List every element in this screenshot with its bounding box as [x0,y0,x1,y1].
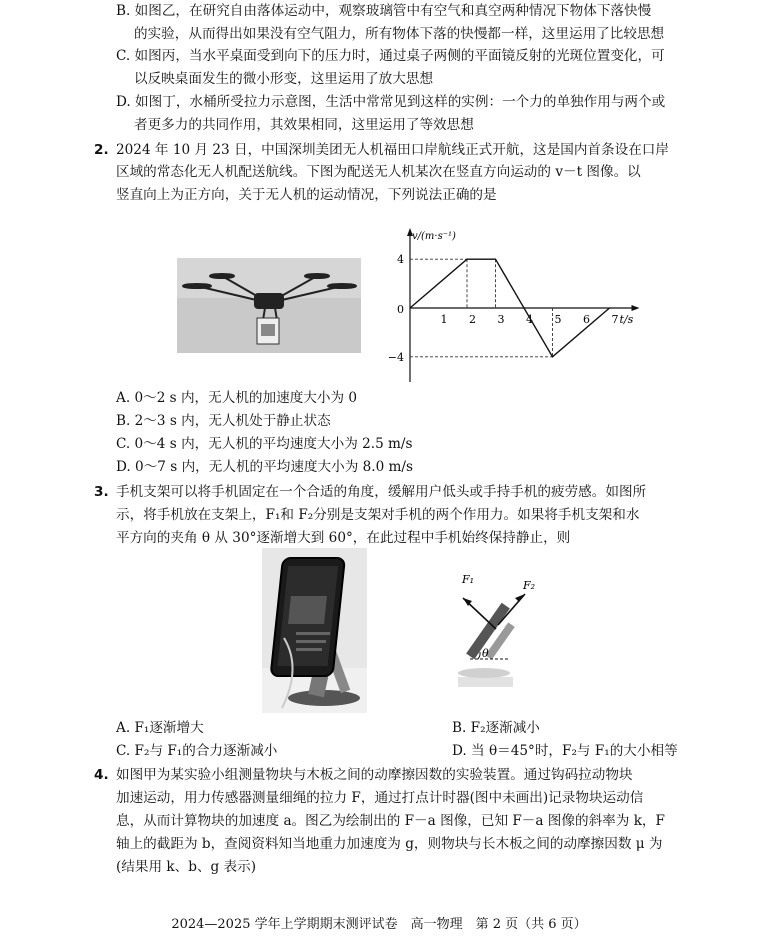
x-tick-label: 3 [497,313,505,326]
q3-option-a: A. F₁逐渐增大 [116,720,204,736]
x-tick-label: 4 [526,313,533,326]
q3-stem-line1: 手机支架可以将手机固定在一个合适的角度，缓解用户低头或手持手机的疲劳感。如图所 [116,484,647,500]
x-tick-label: 1 [440,313,448,326]
f1-label: F₁ [462,573,475,586]
q3-stem-line3: 平方向的夹角 θ 从 30°逐渐增大到 60°，在此过程中手机始终保持静止，则 [116,530,571,546]
phone-stand-photo [262,548,367,713]
question-number-4: 4. [94,767,109,783]
q3-option-d: D. 当 θ＝45°时，F₂与 F₁的大小相等 [452,743,678,759]
force-diagram [448,565,548,695]
option-b-line1: B. 如图乙，在研究自由落体运动中，观察玻璃管中有空气和真空两种情况下物体下落快慢 [116,3,652,19]
q2-stem-line1: 2024 年 10 月 23 日，中国深圳美团无人机福田口岸航线正式开航，这是国内首条设在口岸 [116,142,669,158]
q3-stem-line2: 示，将手机放在支架上，F₁和 F₂分别是支架对手机的两个作用力。如果将手机支架和水 [116,507,640,523]
option-c-line2: 以反映桌面发生的微小形变，这里运用了放大思想 [134,71,434,87]
f2-label: F₂ [523,579,536,592]
drone-photo [177,258,361,353]
q4-stem-line4: 轴上的截距为 b，查阅资料知当地重力加速度为 g，则物块与长木板之间的动摩擦因数 μ 为 [116,836,663,852]
q4-stem-line5: (结果用 k、b、g 表示) [116,859,257,875]
x-axis-arrow [632,305,640,311]
option-d-line1: D. 如图丁，水桶所受拉力示意图，生活中常常见到这样的实例：一个力的单独作用与两个或 [116,94,666,110]
q3-option-c: C. F₂与 F₁的合力逐渐减小 [116,743,278,759]
y-axis-label: v/(m·s⁻¹) [412,231,456,242]
q4-stem-line2: 加速运动，用力传感器测量细绳的拉力 F，通过打点计时器(图中未画出)记录物块运动信 [116,790,644,806]
q2-option-b: B. 2～3 s 内，无人机处于静止状态 [116,413,331,429]
vt-chart [380,222,650,387]
q2-option-d: D. 0～7 s 内，无人机的平均速度大小为 8.0 m/s [116,459,413,475]
y-tick-label: 4 [397,253,404,267]
x-tick-label: 5 [554,313,562,326]
q4-stem-line3: 息，从而计算物块的加速度 a。图乙为绘制出的 F－a 图像，已知 F－a 图像的斜率为 k，F [116,813,665,829]
option-d-line2: 者更多力的共同作用，其效果相同，这里运用了等效思想 [134,117,474,133]
q2-option-a: A. 0～2 s 内，无人机的加速度大小为 0 [116,390,358,406]
y-tick-label: 0 [397,303,404,316]
question-number-2: 2. [94,142,109,158]
page-footer: 2024—2025 学年上学期期末测评试卷 高一物理 第 2 页（共 6 页） [171,917,587,932]
x-tick-label: 7 [611,313,619,326]
q3-option-b: B. F₂逐渐减小 [452,720,540,736]
x-tick-label: 2 [469,313,476,326]
q2-option-c: C. 0～4 s 内，无人机的平均速度大小为 2.5 m/s [116,436,413,452]
y-tick-label: −4 [387,350,404,364]
q2-stem-line2: 区域的常态化无人机配送航线。下图为配送无人机某次在竖直方向运动的 v－t 图像。以 [116,164,641,180]
q4-stem-line1: 如图甲为某实验小组测量物块与木板之间的动摩擦因数的实验装置。通过钩码拉动物块 [116,767,633,783]
x-tick-label: 6 [583,313,590,326]
question-number-3: 3. [94,484,109,500]
theta-label: θ [482,647,489,660]
option-b-line2: 的实验，从而得出如果没有空气阻力，所有物体下落的快慢都一样，这里运用了比较思想 [134,26,665,42]
q2-stem-line3: 竖直向上为正方向，关于无人机的运动情况，下列说法正确的是 [116,187,497,203]
option-c-line1: C. 如图丙，当水平桌面受到向下的压力时，通过桌子两侧的平面镜反射的光斑位置变化，可 [116,48,665,64]
x-axis-label: t/s [619,313,634,326]
